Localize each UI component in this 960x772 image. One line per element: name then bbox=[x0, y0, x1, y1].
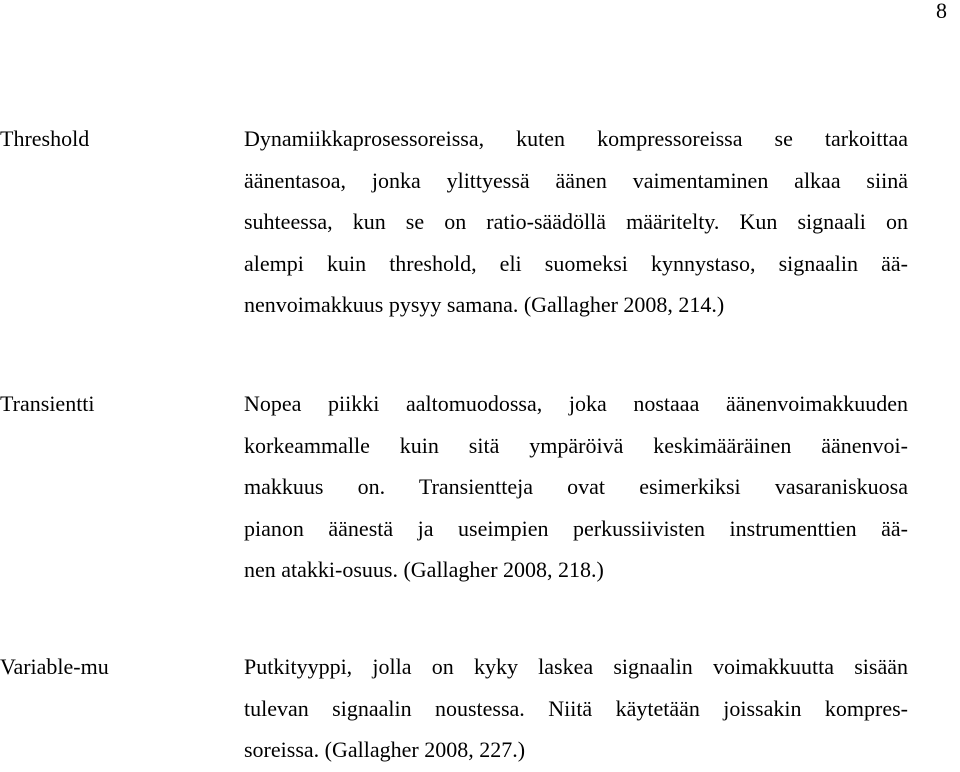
definition-line: alempi kuin threshold, eli suomeksi kynnystaso, signaalin ää- bbox=[244, 250, 908, 276]
definition-line: suhteessa, kun se on ratio-säädöllä määritelty. Kun signaali on bbox=[244, 209, 908, 234]
definition-line: pianon äänestä ja useimpien perkussiivisten instrumenttien ää- bbox=[244, 515, 908, 541]
definition-line: korkeammalle kuin sitä ympäröivä keskimääräinen äänenvoi- bbox=[244, 432, 908, 458]
definition-line: tulevan signaalin noustessa. Niitä käytetään joissakin kompres- bbox=[244, 695, 908, 721]
glossary-definition bbox=[244, 118, 908, 326]
glossary-term: Transientti bbox=[0, 391, 95, 416]
definition-line: Dynamiikkaprosessoreissa, kuten kompressoreissa se tarkoittaa bbox=[244, 126, 908, 151]
glossary-definition bbox=[244, 383, 908, 591]
definition-line: makkuus on. Transientteja ovat esimerkiksi vasaraniskuosa bbox=[244, 474, 908, 499]
glossary-term: Threshold bbox=[0, 126, 90, 151]
definition-line: Putkityyppi, jolla on kyky laskea signaalin voimakkuutta sisään bbox=[244, 654, 908, 679]
definition-line: nenvoimakkuus pysyy samana. (Gallagher 2008, 214.) bbox=[244, 292, 725, 317]
definition-line: äänentasoa, jonka ylittyessä äänen vaimentaminen alkaa siinä bbox=[244, 167, 908, 193]
definition-line: Nopea piikki aaltomuodossa, joka nostaaa äänenvoimakkuuden bbox=[244, 391, 908, 416]
definition-line: soreissa. (Gallagher 2008, 227.) bbox=[244, 737, 526, 762]
glossary-entry-threshold bbox=[0, 118, 960, 333]
glossary-term: Variable-mu bbox=[0, 654, 109, 679]
definition-line: nen atakki-osuus. (Gallagher 2008, 218.) bbox=[244, 557, 604, 582]
page-number: 8 bbox=[936, 0, 947, 23]
glossary-entry-variable-mu bbox=[0, 646, 960, 772]
glossary-entry-transientti bbox=[0, 383, 960, 598]
glossary-definition bbox=[244, 646, 908, 771]
